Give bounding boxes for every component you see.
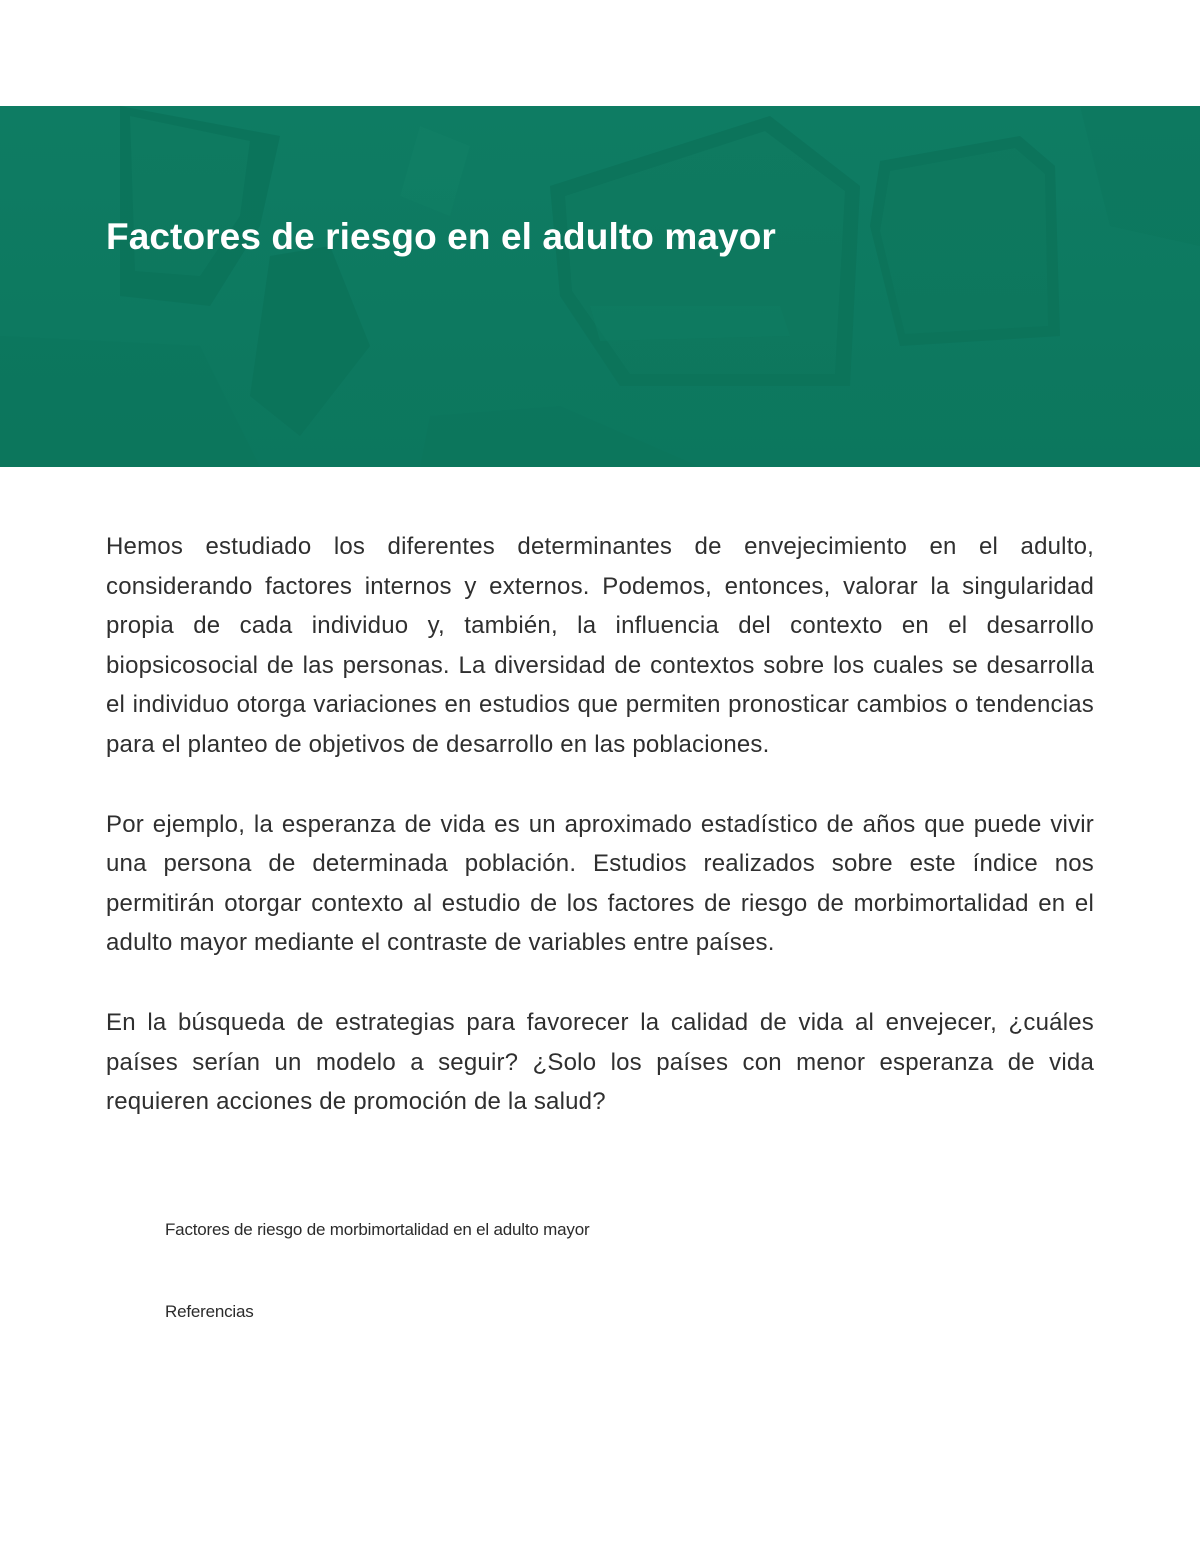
paragraph-question: En la búsqueda de estrategias para favorecer la calidad de vida al envejecer, ¿cuáles países serían un modelo a seguir? ¿Solo los países con menor esperanza de vida requieren acciones de promoción de la salud?	[106, 1008, 1094, 1116]
page-title: Factores de riesgo en el adulto mayor	[106, 216, 776, 257]
hero-background-image	[0, 106, 1200, 467]
paragraph-intro: Hemos estudiado los diferentes determinantes de envejecimiento en el adulto, considerando factores internos y externos. Podemos, entonces, valorar la singularidad propia de cada individuo y, también, la influencia del contexto en el desarrollo biopsicosocial de las personas. La diversidad de contextos sobre los cuales se desarrolla el individuo otorga variaciones en estudios que permiten pronosticar cambios o tendencias para el planteo de objetivos de desarrollo en las poblaciones.	[106, 533, 1094, 758]
hero-banner	[0, 106, 1200, 467]
main-content	[106, 527, 1094, 1162]
link-referencias[interactable]: Referencias	[165, 1302, 254, 1321]
paragraph-example: Por ejemplo, la esperanza de vida es un aproximado estadístico de años que puede vivir una persona de determinada población. Estudios realizados sobre este índice nos permitirán otorgar contexto al estudio de los factores de riesgo de morbimortalidad en el adulto mayor mediante el contraste de variables entre países.	[106, 810, 1094, 957]
link-factores-riesgo[interactable]: Factores de riesgo de morbimortalidad en el adulto mayor	[165, 1220, 590, 1239]
